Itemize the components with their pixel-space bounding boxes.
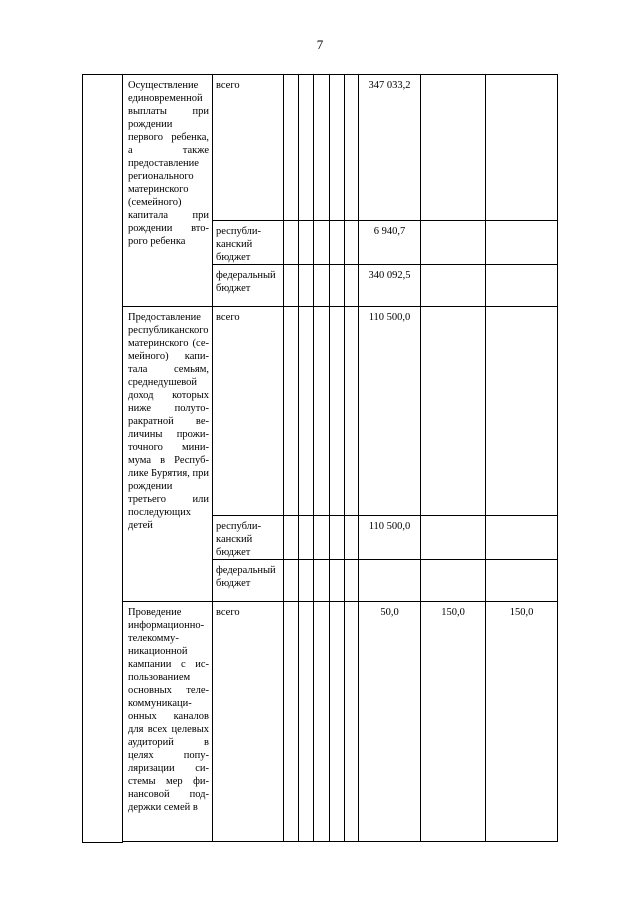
amount-total-cell — [359, 221, 421, 265]
budget-table — [82, 74, 558, 843]
funding-source-cell — [213, 560, 284, 602]
funding-source-cell — [213, 221, 284, 265]
amount-total-cell — [359, 307, 421, 516]
measure-description-cell — [123, 75, 213, 307]
amount-year2: 150,0 — [441, 607, 465, 618]
amount-year3 — [486, 265, 557, 269]
funding-source-cell — [213, 602, 284, 842]
amount-total: 110 500,0 — [368, 312, 411, 323]
amount-year2-cell — [421, 75, 486, 221]
amount-total-cell — [359, 602, 421, 842]
funding-source: федеральный бюджет — [216, 565, 276, 589]
page-number: 7 — [316, 37, 324, 52]
measure-description: Предоставление республиканского материнского (семейного) капитала семьям, среднедушевой доход которых ниже полуторакратной величины прожиточного минимума в Республике Бурятия, при рождении третьего или последующих детей — [128, 312, 209, 531]
amount-year3-cell — [486, 516, 558, 560]
amount-year2-cell — [421, 560, 486, 602]
amount-year2 — [421, 307, 485, 311]
funding-source: всего — [216, 312, 240, 323]
amount-year2 — [421, 75, 485, 79]
funding-source: федеральный бюджет — [216, 270, 276, 294]
amount-year2-cell — [421, 516, 486, 560]
table-row — [83, 307, 558, 516]
amount-year3-cell — [486, 307, 558, 516]
amount-year2 — [421, 265, 485, 269]
amount-year3 — [486, 516, 557, 520]
amount-year3 — [486, 560, 557, 564]
funding-source-cell — [213, 265, 284, 307]
amount-year3-cell — [486, 75, 558, 221]
measure-description-cell — [123, 602, 213, 842]
amount-year3-cell — [486, 560, 558, 602]
amount-total: 110 500,0 — [368, 521, 411, 532]
amount-year3 — [486, 307, 557, 311]
left-column-cell — [83, 75, 123, 843]
table-row — [83, 75, 558, 221]
funding-source-cell — [213, 307, 284, 516]
measure-description: Проведение информационно-телекоммуникационной кампании с использованием основных телекоммуникационных каналов для всех целевых аудиторий в целях популяризации системы мер финансовой поддержки семей в — [128, 607, 209, 813]
measure-description-cell — [123, 307, 213, 602]
amount-year2 — [421, 221, 485, 225]
amount-year3 — [486, 221, 557, 225]
amount-total: 6 940,7 — [373, 226, 406, 237]
amount-total: 340 092,5 — [368, 270, 411, 281]
amount-year3-cell — [486, 265, 558, 307]
funding-source-cell — [213, 516, 284, 560]
amount-year3-cell — [486, 221, 558, 265]
amount-year2 — [421, 516, 485, 520]
measure-description: Осуществление единовременной выплаты при рождении первого ребенка, а также предоставление регионального материнского (семейного) капитала при рождении второго ребенка — [128, 80, 209, 247]
amount-year3 — [486, 75, 557, 79]
amount-year3-cell — [486, 602, 558, 842]
amount-year2 — [421, 560, 485, 564]
amount-total-cell — [359, 516, 421, 560]
amount-total: 50,0 — [380, 607, 399, 618]
amount-total-cell — [359, 560, 421, 602]
amount-total-cell — [359, 265, 421, 307]
funding-source-cell — [213, 75, 284, 221]
amount-year2-cell — [421, 602, 486, 842]
amount-total: 347 033,2 — [368, 80, 411, 91]
amount-year2-cell — [421, 265, 486, 307]
amount-year3: 150,0 — [509, 607, 534, 618]
funding-source: всего — [216, 607, 240, 618]
table-row — [83, 602, 558, 842]
funding-source: всего — [216, 80, 240, 91]
funding-source: республиканский бюджет — [216, 226, 262, 263]
amount-year2-cell — [421, 307, 486, 516]
amount-total-cell — [359, 75, 421, 221]
amount-year2-cell — [421, 221, 486, 265]
amount-total — [359, 560, 420, 564]
funding-source: республиканский бюджет — [216, 521, 262, 558]
